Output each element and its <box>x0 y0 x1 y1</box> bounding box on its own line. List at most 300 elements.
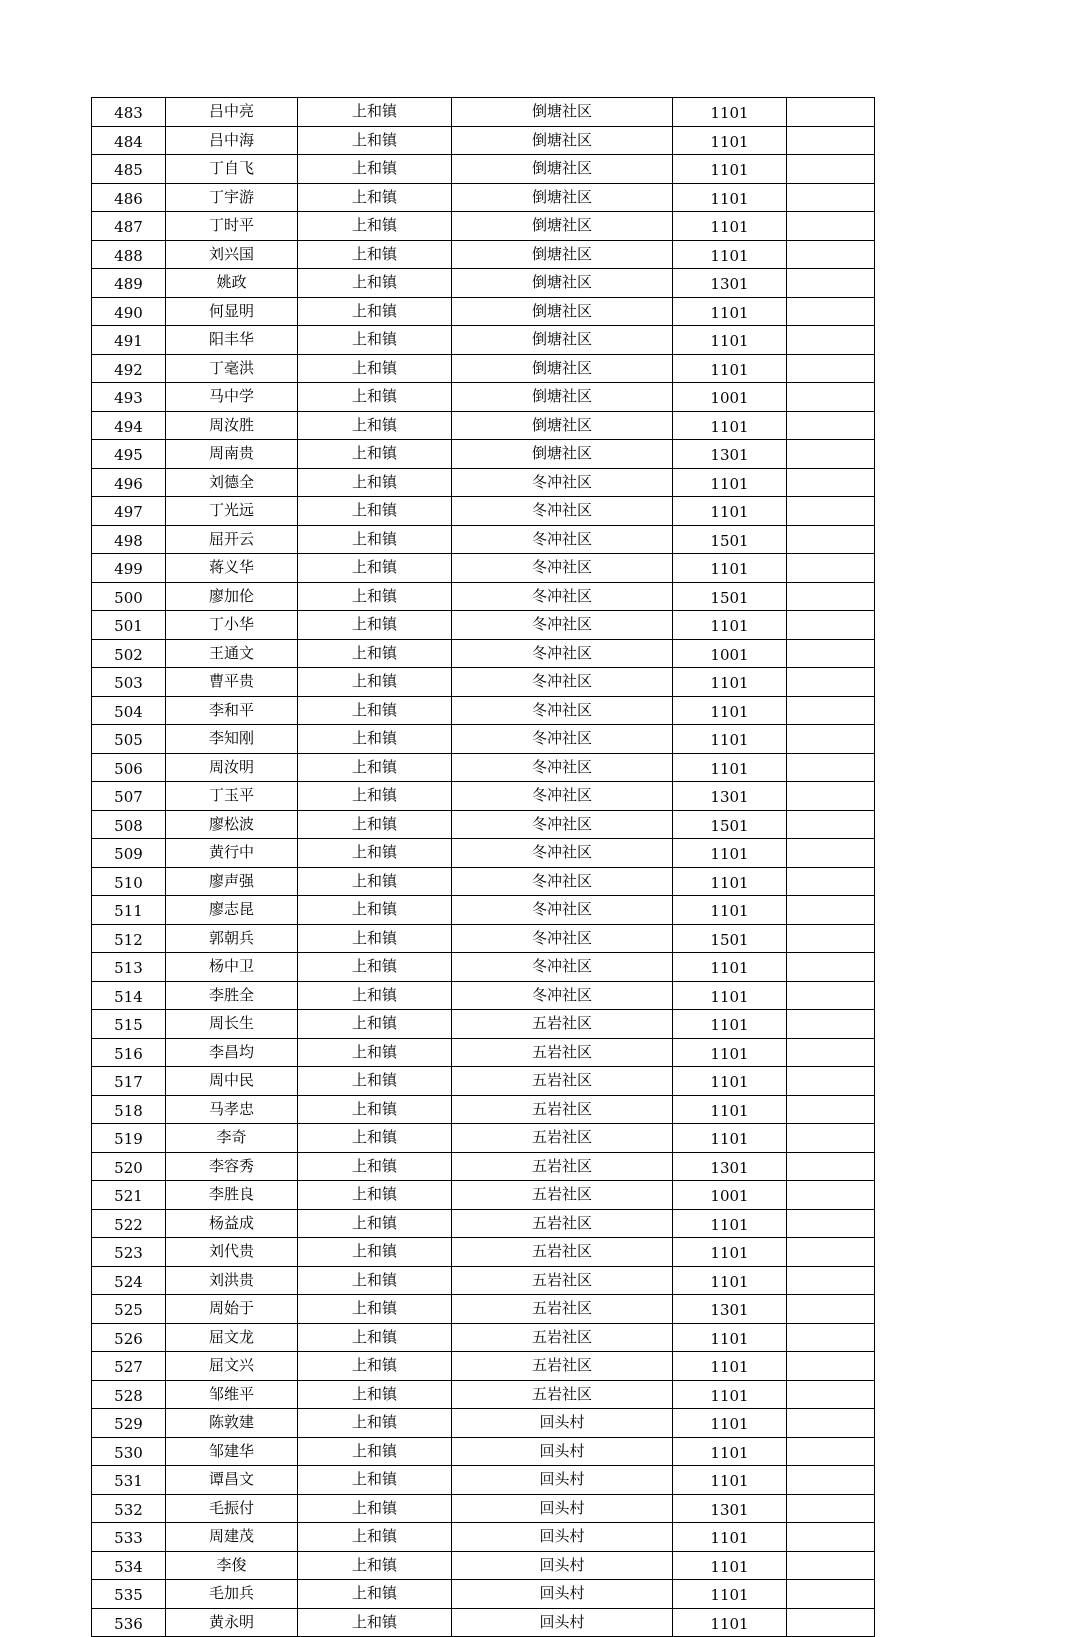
remark-cell <box>787 1152 875 1181</box>
remark-cell <box>787 1466 875 1495</box>
township-cell: 上和镇 <box>298 1380 452 1409</box>
person-name-cell: 周中民 <box>166 1067 298 1096</box>
row-number-cell: 530 <box>92 1437 166 1466</box>
township-cell: 上和镇 <box>298 782 452 811</box>
remark-cell <box>787 326 875 355</box>
roster-table-body <box>92 98 875 1637</box>
township-cell: 上和镇 <box>298 1152 452 1181</box>
row-number-cell: 505 <box>92 725 166 754</box>
township-cell: 上和镇 <box>298 582 452 611</box>
table-row <box>92 240 875 269</box>
township-cell: 上和镇 <box>298 725 452 754</box>
remark-cell <box>787 1352 875 1381</box>
code-cell: 1101 <box>673 981 787 1010</box>
row-number-cell: 515 <box>92 1010 166 1039</box>
person-name-cell: 刘代贵 <box>166 1238 298 1267</box>
person-name-cell: 姚政 <box>166 269 298 298</box>
table-row <box>92 1266 875 1295</box>
community-cell: 五岩社区 <box>452 1067 673 1096</box>
person-name-cell: 丁小华 <box>166 611 298 640</box>
table-row <box>92 1608 875 1637</box>
person-name-cell: 马孝忠 <box>166 1095 298 1124</box>
remark-cell <box>787 1095 875 1124</box>
code-cell: 1501 <box>673 582 787 611</box>
person-name-cell: 李奇 <box>166 1124 298 1153</box>
community-cell: 冬冲社区 <box>452 810 673 839</box>
township-cell: 上和镇 <box>298 383 452 412</box>
community-cell: 回头村 <box>452 1523 673 1552</box>
code-cell: 1001 <box>673 1181 787 1210</box>
code-cell: 1101 <box>673 126 787 155</box>
code-cell: 1101 <box>673 1038 787 1067</box>
township-cell: 上和镇 <box>298 1038 452 1067</box>
table-row <box>92 1181 875 1210</box>
table-row <box>92 1551 875 1580</box>
community-cell: 五岩社区 <box>452 1038 673 1067</box>
person-name-cell: 刘兴国 <box>166 240 298 269</box>
code-cell: 1101 <box>673 1238 787 1267</box>
row-number-cell: 490 <box>92 297 166 326</box>
row-number-cell: 489 <box>92 269 166 298</box>
person-name-cell: 何显明 <box>166 297 298 326</box>
township-cell: 上和镇 <box>298 1238 452 1267</box>
table-row <box>92 440 875 469</box>
code-cell: 1101 <box>673 326 787 355</box>
community-cell: 五岩社区 <box>452 1209 673 1238</box>
township-cell: 上和镇 <box>298 1409 452 1438</box>
community-cell: 冬冲社区 <box>452 468 673 497</box>
row-number-cell: 507 <box>92 782 166 811</box>
table-row <box>92 1409 875 1438</box>
row-number-cell: 494 <box>92 411 166 440</box>
row-number-cell: 500 <box>92 582 166 611</box>
remark-cell <box>787 582 875 611</box>
community-cell: 倒塘社区 <box>452 383 673 412</box>
person-name-cell: 丁时平 <box>166 212 298 241</box>
community-cell: 五岩社区 <box>452 1238 673 1267</box>
community-cell: 冬冲社区 <box>452 696 673 725</box>
remark-cell <box>787 1551 875 1580</box>
row-number-cell: 527 <box>92 1352 166 1381</box>
community-cell: 冬冲社区 <box>452 896 673 925</box>
person-name-cell: 周长生 <box>166 1010 298 1039</box>
row-number-cell: 508 <box>92 810 166 839</box>
person-name-cell: 屈文兴 <box>166 1352 298 1381</box>
township-cell: 上和镇 <box>298 924 452 953</box>
table-row <box>92 696 875 725</box>
code-cell: 1101 <box>673 953 787 982</box>
code-cell: 1301 <box>673 1295 787 1324</box>
table-row <box>92 155 875 184</box>
remark-cell <box>787 468 875 497</box>
row-number-cell: 509 <box>92 839 166 868</box>
table-row <box>92 269 875 298</box>
community-cell: 五岩社区 <box>452 1323 673 1352</box>
township-cell: 上和镇 <box>298 1124 452 1153</box>
community-cell: 冬冲社区 <box>452 497 673 526</box>
person-name-cell: 邹建华 <box>166 1437 298 1466</box>
person-name-cell: 周始于 <box>166 1295 298 1324</box>
row-number-cell: 510 <box>92 867 166 896</box>
row-number-cell: 488 <box>92 240 166 269</box>
remark-cell <box>787 440 875 469</box>
table-row <box>92 753 875 782</box>
remark-cell <box>787 126 875 155</box>
remark-cell <box>787 240 875 269</box>
person-name-cell: 蒋义华 <box>166 554 298 583</box>
remark-cell <box>787 383 875 412</box>
code-cell: 1101 <box>673 354 787 383</box>
person-name-cell: 郭朝兵 <box>166 924 298 953</box>
row-number-cell: 524 <box>92 1266 166 1295</box>
table-row <box>92 953 875 982</box>
community-cell: 冬冲社区 <box>452 753 673 782</box>
township-cell: 上和镇 <box>298 1608 452 1637</box>
person-name-cell: 阳丰华 <box>166 326 298 355</box>
code-cell: 1501 <box>673 525 787 554</box>
code-cell: 1101 <box>673 839 787 868</box>
community-cell: 回头村 <box>452 1466 673 1495</box>
row-number-cell: 529 <box>92 1409 166 1438</box>
table-row <box>92 1124 875 1153</box>
community-cell: 五岩社区 <box>452 1352 673 1381</box>
row-number-cell: 504 <box>92 696 166 725</box>
table-row <box>92 525 875 554</box>
table-row <box>92 1067 875 1096</box>
person-name-cell: 陈敦建 <box>166 1409 298 1438</box>
remark-cell <box>787 497 875 526</box>
community-cell: 倒塘社区 <box>452 126 673 155</box>
row-number-cell: 517 <box>92 1067 166 1096</box>
person-name-cell: 刘德全 <box>166 468 298 497</box>
remark-cell <box>787 98 875 127</box>
community-cell: 冬冲社区 <box>452 611 673 640</box>
remark-cell <box>787 867 875 896</box>
person-name-cell: 丁毫洪 <box>166 354 298 383</box>
remark-cell <box>787 183 875 212</box>
community-cell: 冬冲社区 <box>452 867 673 896</box>
table-row <box>92 1238 875 1267</box>
table-row <box>92 126 875 155</box>
remark-cell <box>787 1038 875 1067</box>
row-number-cell: 499 <box>92 554 166 583</box>
remark-cell <box>787 924 875 953</box>
remark-cell <box>787 1124 875 1153</box>
remark-cell <box>787 725 875 754</box>
remark-cell <box>787 810 875 839</box>
table-row <box>92 1295 875 1324</box>
table-row <box>92 297 875 326</box>
remark-cell <box>787 1409 875 1438</box>
township-cell: 上和镇 <box>298 468 452 497</box>
remark-cell <box>787 1010 875 1039</box>
row-number-cell: 513 <box>92 953 166 982</box>
community-cell: 倒塘社区 <box>452 326 673 355</box>
community-cell: 倒塘社区 <box>452 155 673 184</box>
community-cell: 冬冲社区 <box>452 839 673 868</box>
person-name-cell: 李胜全 <box>166 981 298 1010</box>
remark-cell <box>787 1181 875 1210</box>
community-cell: 倒塘社区 <box>452 212 673 241</box>
code-cell: 1101 <box>673 1523 787 1552</box>
table-row <box>92 212 875 241</box>
row-number-cell: 506 <box>92 753 166 782</box>
community-cell: 冬冲社区 <box>452 639 673 668</box>
remark-cell <box>787 1266 875 1295</box>
row-number-cell: 511 <box>92 896 166 925</box>
code-cell: 1101 <box>673 183 787 212</box>
row-number-cell: 516 <box>92 1038 166 1067</box>
township-cell: 上和镇 <box>298 240 452 269</box>
remark-cell <box>787 269 875 298</box>
row-number-cell: 520 <box>92 1152 166 1181</box>
code-cell: 1101 <box>673 668 787 697</box>
code-cell: 1101 <box>673 1352 787 1381</box>
person-name-cell: 李知刚 <box>166 725 298 754</box>
community-cell: 冬冲社区 <box>452 924 673 953</box>
table-row <box>92 1494 875 1523</box>
table-row <box>92 1352 875 1381</box>
row-number-cell: 496 <box>92 468 166 497</box>
person-name-cell: 杨益成 <box>166 1209 298 1238</box>
table-row <box>92 981 875 1010</box>
township-cell: 上和镇 <box>298 1523 452 1552</box>
remark-cell <box>787 1380 875 1409</box>
table-row <box>92 1152 875 1181</box>
person-name-cell: 李容秀 <box>166 1152 298 1181</box>
community-cell: 冬冲社区 <box>452 668 673 697</box>
person-name-cell: 杨中卫 <box>166 953 298 982</box>
person-name-cell: 丁宇游 <box>166 183 298 212</box>
table-row <box>92 183 875 212</box>
community-cell: 五岩社区 <box>452 1295 673 1324</box>
community-cell: 回头村 <box>452 1494 673 1523</box>
table-row <box>92 582 875 611</box>
table-row <box>92 468 875 497</box>
township-cell: 上和镇 <box>298 1323 452 1352</box>
person-name-cell: 周南贵 <box>166 440 298 469</box>
table-row <box>92 1323 875 1352</box>
table-row <box>92 924 875 953</box>
township-cell: 上和镇 <box>298 668 452 697</box>
code-cell: 1001 <box>673 383 787 412</box>
township-cell: 上和镇 <box>298 1181 452 1210</box>
code-cell: 1301 <box>673 782 787 811</box>
row-number-cell: 528 <box>92 1380 166 1409</box>
person-name-cell: 廖志昆 <box>166 896 298 925</box>
remark-cell <box>787 611 875 640</box>
township-cell: 上和镇 <box>298 1551 452 1580</box>
community-cell: 五岩社区 <box>452 1266 673 1295</box>
table-row <box>92 611 875 640</box>
remark-cell <box>787 1295 875 1324</box>
table-row <box>92 1380 875 1409</box>
community-cell: 冬冲社区 <box>452 725 673 754</box>
row-number-cell: 535 <box>92 1580 166 1609</box>
community-cell: 五岩社区 <box>452 1181 673 1210</box>
code-cell: 1101 <box>673 1580 787 1609</box>
township-cell: 上和镇 <box>298 1067 452 1096</box>
row-number-cell: 486 <box>92 183 166 212</box>
remark-cell <box>787 1437 875 1466</box>
table-row <box>92 639 875 668</box>
person-name-cell: 廖声强 <box>166 867 298 896</box>
code-cell: 1101 <box>673 1608 787 1637</box>
table-row <box>92 98 875 127</box>
code-cell: 1101 <box>673 1437 787 1466</box>
remark-cell <box>787 839 875 868</box>
table-row <box>92 1095 875 1124</box>
community-cell: 冬冲社区 <box>452 953 673 982</box>
table-row <box>92 1209 875 1238</box>
township-cell: 上和镇 <box>298 839 452 868</box>
code-cell: 1101 <box>673 497 787 526</box>
row-number-cell: 514 <box>92 981 166 1010</box>
township-cell: 上和镇 <box>298 126 452 155</box>
person-name-cell: 李俊 <box>166 1551 298 1580</box>
table-row <box>92 725 875 754</box>
code-cell: 1101 <box>673 1010 787 1039</box>
remark-cell <box>787 1209 875 1238</box>
code-cell: 1101 <box>673 696 787 725</box>
remark-cell <box>787 297 875 326</box>
table-row <box>92 839 875 868</box>
township-cell: 上和镇 <box>298 155 452 184</box>
township-cell: 上和镇 <box>298 212 452 241</box>
table-row <box>92 1038 875 1067</box>
person-name-cell: 丁光远 <box>166 497 298 526</box>
code-cell: 1101 <box>673 1209 787 1238</box>
township-cell: 上和镇 <box>298 753 452 782</box>
row-number-cell: 485 <box>92 155 166 184</box>
community-cell: 倒塘社区 <box>452 354 673 383</box>
community-cell: 倒塘社区 <box>452 183 673 212</box>
row-number-cell: 497 <box>92 497 166 526</box>
township-cell: 上和镇 <box>298 411 452 440</box>
row-number-cell: 536 <box>92 1608 166 1637</box>
community-cell: 倒塘社区 <box>452 411 673 440</box>
remark-cell <box>787 212 875 241</box>
person-name-cell: 周汝胜 <box>166 411 298 440</box>
township-cell: 上和镇 <box>298 981 452 1010</box>
township-cell: 上和镇 <box>298 896 452 925</box>
community-cell: 倒塘社区 <box>452 269 673 298</box>
remark-cell <box>787 896 875 925</box>
row-number-cell: 501 <box>92 611 166 640</box>
row-number-cell: 521 <box>92 1181 166 1210</box>
township-cell: 上和镇 <box>298 1352 452 1381</box>
township-cell: 上和镇 <box>298 1010 452 1039</box>
township-cell: 上和镇 <box>298 867 452 896</box>
row-number-cell: 503 <box>92 668 166 697</box>
township-cell: 上和镇 <box>298 497 452 526</box>
code-cell: 1101 <box>673 867 787 896</box>
township-cell: 上和镇 <box>298 1295 452 1324</box>
community-cell: 五岩社区 <box>452 1152 673 1181</box>
code-cell: 1101 <box>673 1551 787 1580</box>
community-cell: 冬冲社区 <box>452 525 673 554</box>
table-row <box>92 1010 875 1039</box>
code-cell: 1101 <box>673 1124 787 1153</box>
remark-cell <box>787 411 875 440</box>
township-cell: 上和镇 <box>298 1209 452 1238</box>
remark-cell <box>787 782 875 811</box>
township-cell: 上和镇 <box>298 1266 452 1295</box>
table-row <box>92 867 875 896</box>
community-cell: 倒塘社区 <box>452 98 673 127</box>
township-cell: 上和镇 <box>298 354 452 383</box>
remark-cell <box>787 1067 875 1096</box>
person-name-cell: 黄永明 <box>166 1608 298 1637</box>
table-row <box>92 1580 875 1609</box>
code-cell: 1101 <box>673 155 787 184</box>
township-cell: 上和镇 <box>298 953 452 982</box>
person-name-cell: 廖加伦 <box>166 582 298 611</box>
code-cell: 1301 <box>673 440 787 469</box>
code-cell: 1101 <box>673 98 787 127</box>
row-number-cell: 522 <box>92 1209 166 1238</box>
person-name-cell: 李昌均 <box>166 1038 298 1067</box>
community-cell: 冬冲社区 <box>452 981 673 1010</box>
community-cell: 回头村 <box>452 1409 673 1438</box>
township-cell: 上和镇 <box>298 1466 452 1495</box>
township-cell: 上和镇 <box>298 1580 452 1609</box>
remark-cell <box>787 953 875 982</box>
person-name-cell: 毛加兵 <box>166 1580 298 1609</box>
township-cell: 上和镇 <box>298 810 452 839</box>
township-cell: 上和镇 <box>298 98 452 127</box>
person-name-cell: 周汝明 <box>166 753 298 782</box>
township-cell: 上和镇 <box>298 269 452 298</box>
person-name-cell: 李和平 <box>166 696 298 725</box>
row-number-cell: 492 <box>92 354 166 383</box>
township-cell: 上和镇 <box>298 440 452 469</box>
roster-table <box>91 97 875 1637</box>
community-cell: 回头村 <box>452 1551 673 1580</box>
row-number-cell: 523 <box>92 1238 166 1267</box>
community-cell: 冬冲社区 <box>452 582 673 611</box>
code-cell: 1501 <box>673 810 787 839</box>
person-name-cell: 廖松波 <box>166 810 298 839</box>
township-cell: 上和镇 <box>298 1095 452 1124</box>
code-cell: 1301 <box>673 1494 787 1523</box>
row-number-cell: 502 <box>92 639 166 668</box>
remark-cell <box>787 1523 875 1552</box>
code-cell: 1101 <box>673 297 787 326</box>
person-name-cell: 王通文 <box>166 639 298 668</box>
township-cell: 上和镇 <box>298 326 452 355</box>
row-number-cell: 491 <box>92 326 166 355</box>
code-cell: 1101 <box>673 1380 787 1409</box>
code-cell: 1501 <box>673 924 787 953</box>
community-cell: 五岩社区 <box>452 1010 673 1039</box>
township-cell: 上和镇 <box>298 639 452 668</box>
community-cell: 冬冲社区 <box>452 554 673 583</box>
row-number-cell: 512 <box>92 924 166 953</box>
code-cell: 1101 <box>673 1095 787 1124</box>
person-name-cell: 黄行中 <box>166 839 298 868</box>
row-number-cell: 493 <box>92 383 166 412</box>
community-cell: 倒塘社区 <box>452 440 673 469</box>
remark-cell <box>787 525 875 554</box>
township-cell: 上和镇 <box>298 525 452 554</box>
person-name-cell: 吕中亮 <box>166 98 298 127</box>
township-cell: 上和镇 <box>298 1437 452 1466</box>
person-name-cell: 丁玉平 <box>166 782 298 811</box>
row-number-cell: 533 <box>92 1523 166 1552</box>
code-cell: 1101 <box>673 554 787 583</box>
row-number-cell: 483 <box>92 98 166 127</box>
